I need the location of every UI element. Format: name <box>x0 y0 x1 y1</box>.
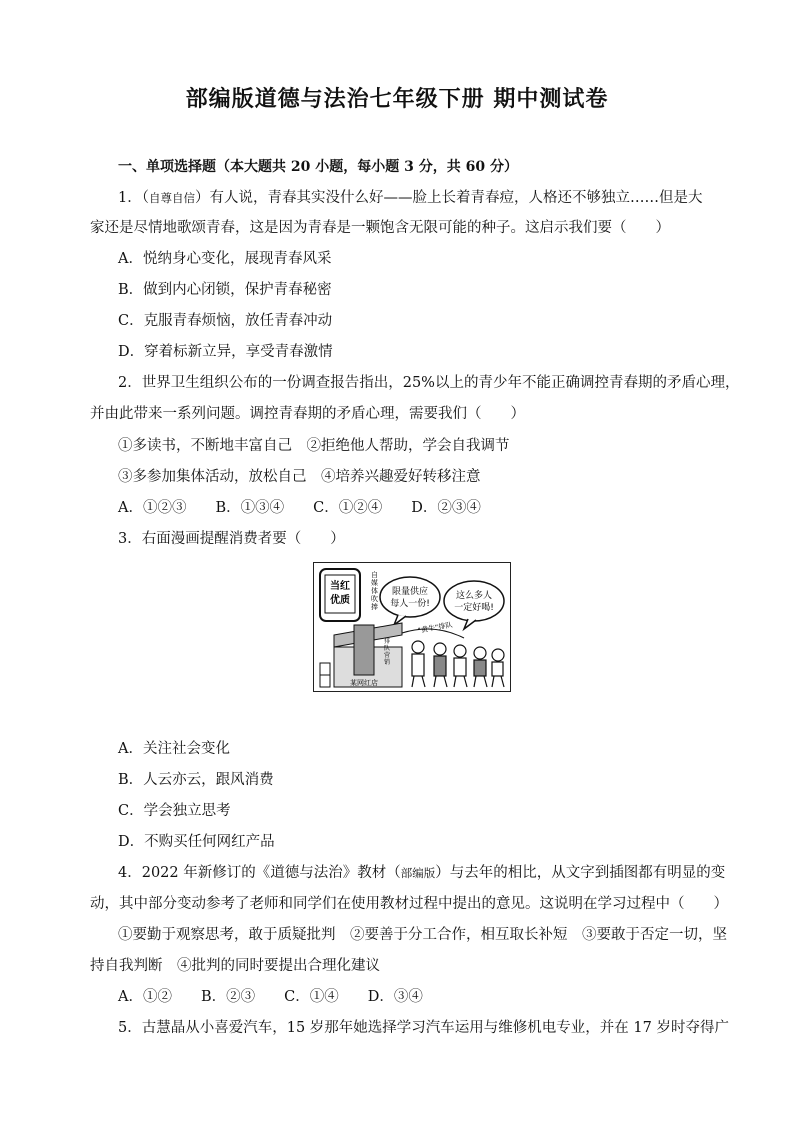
bubble-2-line-1: 这么多人 <box>455 591 493 601</box>
q3-option-a: A．关注社会变化 <box>118 741 230 757</box>
sign-text-1: 当红 <box>330 581 350 592</box>
q5-line-1: 5．古慧晶从小喜爱汽车，15 岁那年她选择学习汽车运用与维修机电专业，并在 17 岁时夺得广 <box>118 1020 729 1036</box>
sign-text-2: 优质 <box>330 595 350 606</box>
q1-line-1: 1．（自尊自信）有人说，青春其实没什么好——脸上长着青春痘，人格还不够独立……但是大 <box>118 190 703 206</box>
q2-statements-1: ①多读书，不断地丰富自己 ②拒绝他人帮助，学会自我调节 <box>118 438 510 454</box>
q1-option-c: C．克服青春烦恼，放任青春冲动 <box>118 313 333 329</box>
q4-line-1: 4．2022 年新修订的《道德与法治》教材（部编版）与去年的相比，从文字到插图都有明显的变 <box>118 865 726 881</box>
q2-statements-2: ③多参加集体活动，放松自己 ④培养兴趣爱好转移注意 <box>118 469 481 485</box>
stand-label: 某网红店 <box>350 679 378 687</box>
q4-edition-tag: 部编版 <box>400 866 436 880</box>
rope-label: “黄牛”排队 <box>416 620 454 635</box>
bubble-2-line-2: 一定好喝! <box>454 603 494 613</box>
q1-option-a: A．悦纳身心变化，展现青春风采 <box>118 251 332 267</box>
q3-line-1: 3．右面漫画提醒消费者要（ ） <box>118 531 345 547</box>
side-sign: 自媒体吹捧 <box>371 571 378 611</box>
section-heading: 一、单项选择题（本大题共 20 小题，每小题 3 分，共 60 分） <box>118 159 518 175</box>
bubble-1-line-1: 限量供应 <box>391 587 429 597</box>
q4-line-2: 动，其中部分变动参考了老师和同学们在使用教材过程中提出的意见。这说明在学习过程中（ ） <box>90 896 728 912</box>
q3-option-b: B．人云亦云，跟风消费 <box>118 772 274 788</box>
q2-line-2: 并由此带来一系列问题。调控青春期的矛盾心理，需要我们（ ） <box>90 406 525 422</box>
q4-statements-2: 持自我判断 ④批判的同时要提出合理化建议 <box>90 958 380 974</box>
q4-statements-1: ①要勤于观察思考，敢于质疑批判 ②要善于分工合作，相互取长补短 ③要敢于否定一切，坚 <box>118 927 727 943</box>
q3-option-d: D．不购买任何网红产品 <box>118 834 275 850</box>
bubble-1-line-2: 每人一份! <box>390 599 430 609</box>
cartoon-drawing <box>314 563 510 691</box>
q3-option-c: C．学会独立思考 <box>118 803 231 819</box>
cartoon-illustration <box>313 562 511 692</box>
q2-answer-options: A．①②③ B．①③④ C．①②④ D．②③④ <box>118 500 481 516</box>
q4-answer-options: A．①② B．②③ C．①④ D．③④ <box>118 989 423 1005</box>
q1-topic-tag: 自尊自信 <box>148 191 195 205</box>
q1-option-b: B．做到内心闭锁，保护青春秘密 <box>118 282 332 298</box>
q2-line-1: 2．世界卫生组织公布的一份调查报告指出，25%以上的青少年不能正确调控青春期的矛盾心理， <box>118 375 740 391</box>
pole-label: 排队营销 <box>384 638 391 666</box>
q1-line-2: 家还是尽情地歌颂青春，这是因为青春是一颗饱含无限可能的种子。这启示我们要（ ） <box>90 220 670 236</box>
q1-option-d: D．穿着标新立异，享受青春激情 <box>118 344 333 360</box>
page-title: 部编版道德与法治七年级下册 期中测试卷 <box>185 86 609 112</box>
